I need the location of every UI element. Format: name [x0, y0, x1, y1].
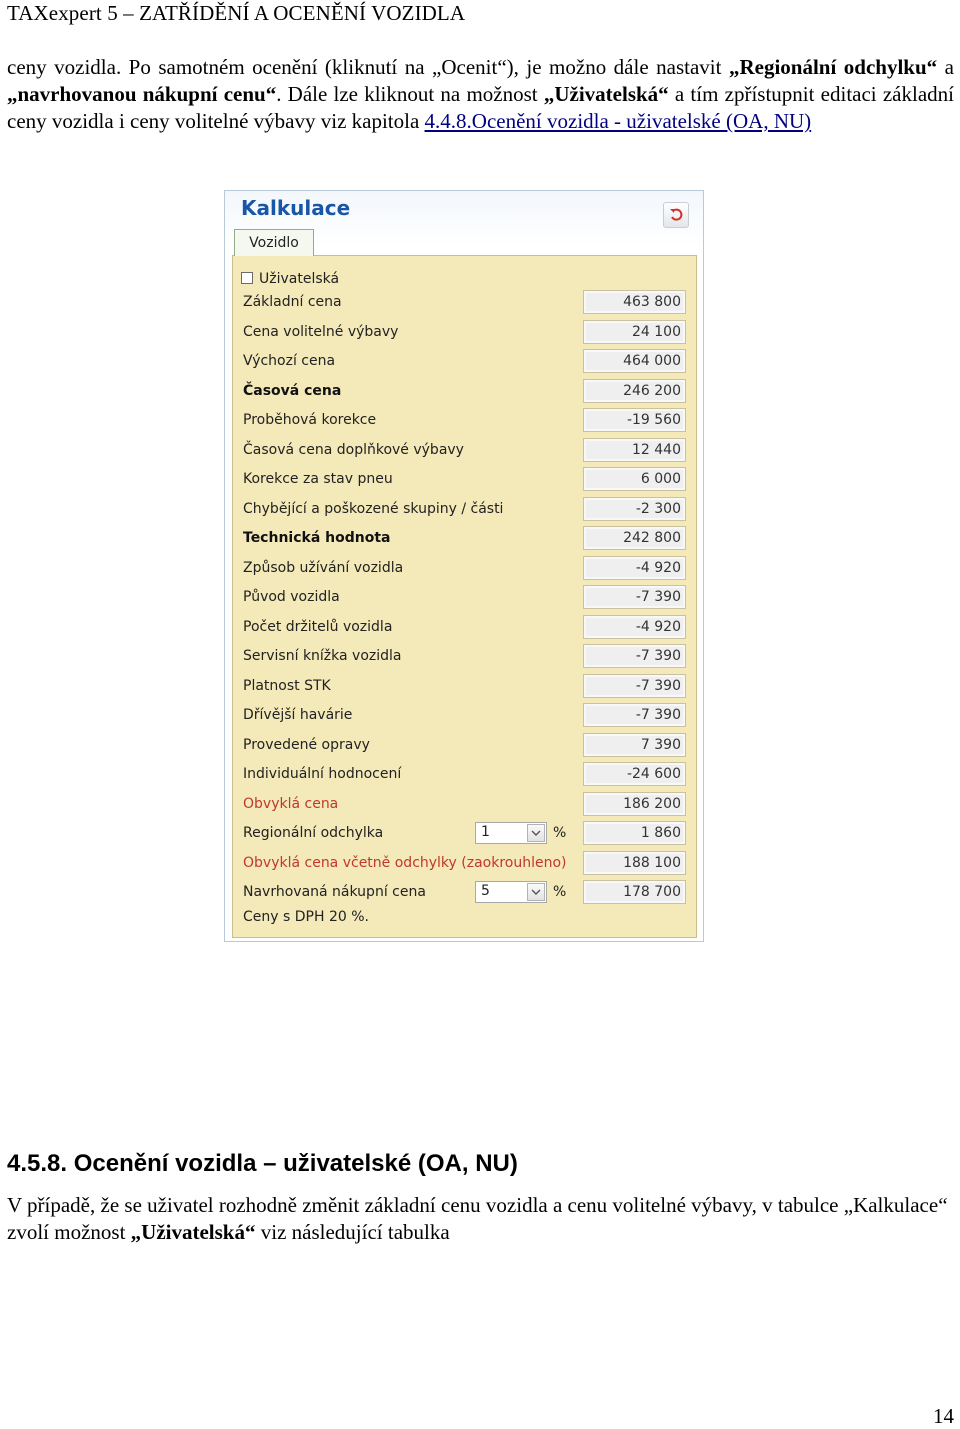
calc-row	[243, 733, 687, 758]
intro-bold-user: „Uživatelská“	[543, 82, 669, 106]
calc-row-value: 12 440	[583, 438, 686, 462]
calc-row-value: 1 860	[583, 821, 686, 845]
section-text: V případě, že se uživatel rozhodně změnit základní cenu vozidla a cenu volitelné výbavy, v tabulce „Kalkulace“ zvolí možnost	[7, 1193, 948, 1244]
calc-row	[243, 880, 687, 905]
calc-row	[243, 851, 687, 876]
calc-row-value: -7 390	[583, 585, 686, 609]
chevron-down-icon[interactable]	[527, 824, 545, 842]
calc-row-value: 7 390	[583, 733, 686, 757]
user-checkbox[interactable]	[241, 272, 253, 284]
calc-row-value: -2 300	[583, 497, 686, 521]
calc-row-value: 6 000	[583, 467, 686, 491]
section-text: viz následující tabulka	[255, 1220, 450, 1244]
calc-row-value: -19 560	[583, 408, 686, 432]
page-number: 14	[933, 1404, 954, 1428]
calc-row	[243, 674, 687, 699]
vat-footnote: Ceny s DPH 20 %.	[243, 909, 369, 925]
calc-row-label: Časová cena doplňkové výbavy	[243, 441, 464, 458]
percent-select-value: 1	[481, 824, 490, 840]
calc-row-label: Původ vozidla	[243, 589, 340, 605]
calc-row	[243, 615, 687, 640]
calc-row-label: Regionální odchylka	[243, 825, 384, 841]
intro-bold-proposed-price: „navrhovanou nákupní cenu“	[7, 82, 277, 106]
tab-vozidlo[interactable]: Vozidlo	[234, 229, 314, 256]
calc-row-value: 463 800	[583, 290, 686, 314]
calc-row	[243, 349, 687, 374]
calc-row	[243, 792, 687, 817]
percent-select-value: 5	[481, 883, 490, 899]
calc-row-label: Dřívější havárie	[243, 707, 353, 723]
user-checkbox-label: Uživatelská	[259, 271, 340, 287]
calc-row-value: -7 390	[583, 674, 686, 698]
calc-row-label: Obvyklá cena včetně odchylky (zaokrouhleno)	[243, 854, 567, 871]
calc-row-label: Časová cena	[243, 382, 342, 399]
calc-row-label: Obvyklá cena	[243, 795, 339, 812]
page-header-title: TAXexpert 5 – ZATŘÍDĚNÍ A OCENĚNÍ VOZIDLA	[7, 1, 466, 25]
intro-text: . Dále lze kliknout na možnost	[276, 82, 544, 106]
calc-row-label: Provedené opravy	[243, 736, 370, 753]
calc-row	[243, 497, 687, 522]
calc-row-value: 186 200	[583, 792, 686, 816]
calc-row-value: 188 100	[583, 851, 686, 875]
calc-row-label: Způsob užívání vozidla	[243, 559, 404, 576]
calc-row-value: -24 600	[583, 762, 686, 786]
calc-row	[243, 320, 687, 345]
calc-row	[243, 526, 687, 551]
calc-row-label: Korekce za stav pneu	[243, 471, 393, 487]
calc-row-label: Cena volitelné výbavy	[243, 323, 399, 340]
calc-row-value: 24 100	[583, 320, 686, 344]
calc-row	[243, 290, 687, 315]
percent-unit: %	[553, 825, 567, 841]
calc-row	[243, 556, 687, 581]
calc-row-value: 178 700	[583, 880, 686, 904]
kalkulace-window	[224, 190, 704, 942]
chapter-link[interactable]: 4.4.8.Ocenění vozidla - uživatelské (OA, NU)	[424, 109, 812, 133]
calc-row-value: -4 920	[583, 556, 686, 580]
calc-row-label: Navrhovaná nákupní cena	[243, 884, 426, 900]
calc-row-label: Výchozí cena	[243, 353, 336, 369]
calc-row-value: -7 390	[583, 703, 686, 727]
calc-row	[243, 762, 687, 787]
intro-text: ceny vozidla. Po samotném ocenění (kliknutí na „Ocenit“), je možno dále nastavit	[7, 55, 729, 79]
calc-row-value: 464 000	[583, 349, 686, 373]
calc-row-label: Servisní knížka vozidla	[243, 648, 402, 664]
intro-paragraph	[7, 54, 954, 135]
calc-row	[243, 408, 687, 433]
percent-select[interactable]	[475, 822, 547, 844]
calc-row-label: Individuální hodnocení	[243, 766, 402, 782]
calc-row-value: -4 920	[583, 615, 686, 639]
calc-row-label: Platnost STK	[243, 677, 331, 694]
calc-row-label: Technická hodnota	[243, 530, 391, 546]
calc-row-label: Základní cena	[243, 294, 342, 310]
calc-row	[243, 379, 687, 404]
kalkulace-title: Kalkulace	[241, 196, 351, 220]
calc-row	[243, 821, 687, 846]
undo-icon	[669, 208, 683, 222]
calc-row	[243, 644, 687, 669]
section-heading: 4.5.8. Ocenění vozidla – uživatelské (OA, NU)	[7, 1150, 518, 1177]
calc-row	[243, 585, 687, 610]
chevron-down-icon[interactable]	[527, 883, 545, 901]
calc-row-label: Proběhová korekce	[243, 412, 377, 428]
intro-text: a	[937, 55, 954, 79]
percent-unit: %	[553, 884, 567, 900]
calc-row	[243, 467, 687, 492]
calc-row-value: 242 800	[583, 526, 686, 550]
calc-row	[243, 703, 687, 728]
user-checkbox-row[interactable]	[241, 271, 339, 287]
calc-row-value: 246 200	[583, 379, 686, 403]
percent-select[interactable]	[475, 881, 547, 903]
calc-row-label: Chybějící a poškozené skupiny / části	[243, 500, 504, 517]
section-paragraph	[7, 1192, 954, 1246]
section-bold-user: „Uživatelská“	[130, 1220, 256, 1244]
calc-row-label: Počet držitelů vozidla	[243, 618, 393, 635]
intro-bold-regional: „Regionální odchylku“	[728, 55, 938, 79]
calc-row-value: -7 390	[583, 644, 686, 668]
undo-button[interactable]	[663, 202, 689, 228]
calc-row	[243, 438, 687, 463]
intro-text: a tím zpřístupnit editaci základní ceny vozidla i ceny volitelné výbavy viz kapitola	[7, 82, 954, 133]
